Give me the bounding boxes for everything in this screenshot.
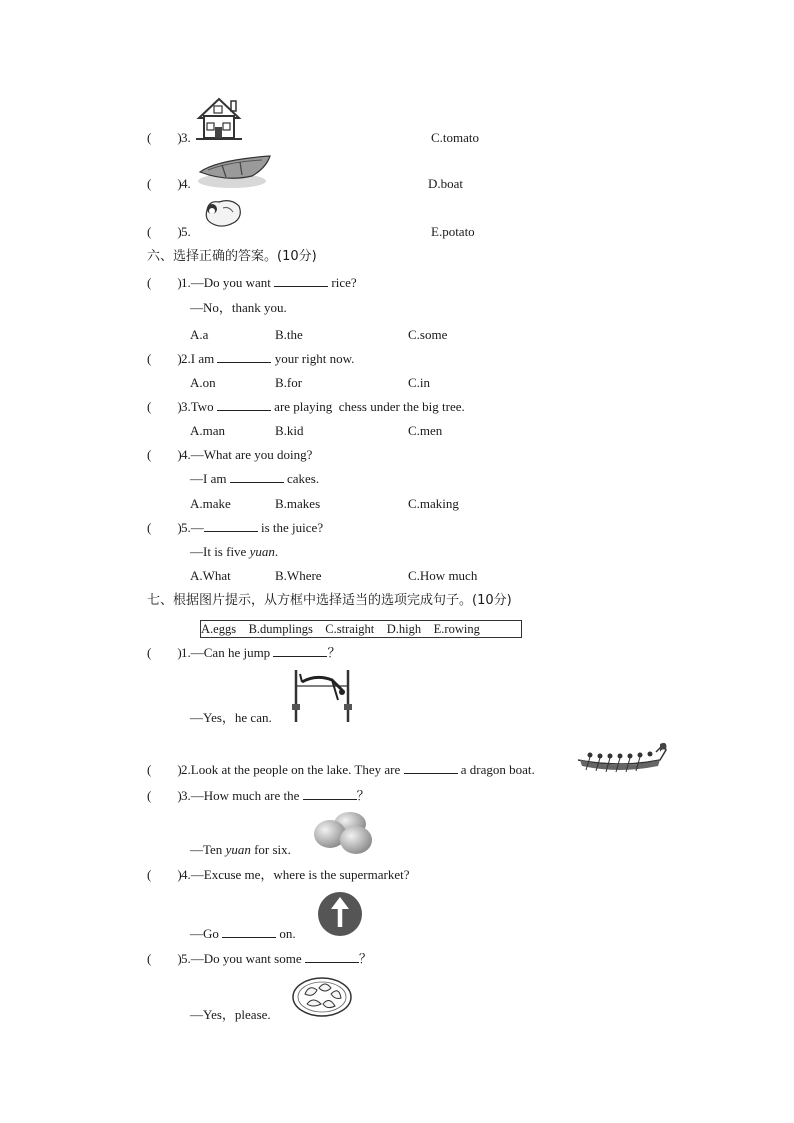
answer-bracket[interactable]: ( )	[147, 762, 182, 777]
option-c: C.in	[408, 375, 431, 390]
reply-line: —Go on.	[190, 926, 296, 941]
section-heading-7: 七、根据图片提示，从方框中选择适当的选项完成句子。(10分)	[147, 593, 512, 608]
answer-bracket[interactable]: ( )	[147, 520, 182, 535]
option-a: A.man	[190, 423, 226, 438]
answer-bracket[interactable]: ( )	[147, 351, 182, 366]
option-b: B.for	[275, 375, 303, 390]
eggs-icon	[312, 810, 374, 856]
answer-blank	[303, 788, 357, 800]
dumplings-icon	[291, 976, 353, 1018]
answer-blank	[230, 471, 284, 483]
option-d: D.boat	[428, 176, 464, 191]
answer-blank	[222, 926, 276, 938]
option-c: C.men	[408, 423, 443, 438]
item-number: 5.	[181, 224, 191, 239]
house-icon	[196, 96, 242, 142]
high-jump-icon	[292, 668, 356, 724]
reply-line: —It is five yuan.	[190, 544, 279, 559]
question-4: 4.—What are you doing?	[181, 447, 313, 462]
question-5: 5.— is the juice?	[181, 520, 324, 535]
answer-bracket[interactable]: ( )	[147, 867, 182, 882]
answer-bracket[interactable]: ( )	[147, 399, 182, 414]
answer-blank	[274, 275, 328, 287]
option-c: C.How much	[408, 568, 478, 583]
reply-line: —Ten yuan for six.	[190, 842, 291, 857]
option-a: A.a	[190, 327, 209, 342]
reply-line: —No，thank you.	[190, 300, 287, 315]
answer-blank	[273, 645, 327, 657]
option-c: C.tomato	[431, 130, 480, 145]
question-4: 4.—Excuse me，where is the supermarket?	[181, 867, 410, 882]
item-number: 3.	[181, 130, 191, 145]
answer-blank	[204, 520, 258, 532]
section-heading-6: 六、选择正确的答案。(10分)	[147, 249, 317, 264]
question-3: 3.—How much are the ？	[181, 788, 370, 803]
question-2: 2.Look at the people on the lake. They are a dragon boat.	[181, 762, 535, 777]
reply-line: —I am cakes.	[190, 471, 320, 486]
answer-bracket[interactable]: ( )	[147, 275, 182, 290]
answer-blank	[217, 399, 271, 411]
potato-icon	[201, 198, 243, 230]
answer-bracket[interactable]: ( )	[147, 176, 182, 191]
answer-blank	[404, 762, 458, 774]
option-b: B.kid	[275, 423, 304, 438]
question-3: 3.Two are playing chess under the big tree.	[181, 399, 465, 414]
reply-line: —Yes，please.	[190, 1007, 271, 1022]
question-2: 2.I am your right now.	[181, 351, 355, 366]
word-bank: A.eggs B.dumplings C.straight D.high E.rowing	[201, 622, 480, 636]
option-b: B.makes	[275, 496, 321, 511]
answer-bracket[interactable]: ( )	[147, 951, 182, 966]
item-number: 4.	[181, 176, 191, 191]
option-b: B.the	[275, 327, 303, 342]
option-a: A.on	[190, 375, 216, 390]
arrow-up-icon	[317, 891, 363, 937]
option-e: E.potato	[431, 224, 475, 239]
option-b: B.Where	[275, 568, 322, 583]
answer-blank	[305, 951, 359, 963]
option-a: A.What	[190, 568, 231, 583]
answer-bracket[interactable]: ( )	[147, 224, 182, 239]
answer-blank	[217, 351, 271, 363]
reply-line: —Yes，he can.	[190, 710, 272, 725]
answer-bracket[interactable]: ( )	[147, 447, 182, 462]
answer-bracket[interactable]: ( )	[147, 788, 182, 803]
question-1: 1.—Can he jump ？	[181, 645, 341, 660]
dragon-boat-icon	[576, 738, 670, 774]
option-c: C.some	[408, 327, 448, 342]
boat-icon	[196, 154, 276, 190]
option-c: C.making	[408, 496, 459, 511]
answer-bracket[interactable]: ( )	[147, 645, 182, 660]
question-1: 1.—Do you want rice?	[181, 275, 357, 290]
option-a: A.make	[190, 496, 231, 511]
answer-bracket[interactable]: ( )	[147, 130, 182, 145]
question-5: 5.—Do you want some ？	[181, 951, 372, 966]
